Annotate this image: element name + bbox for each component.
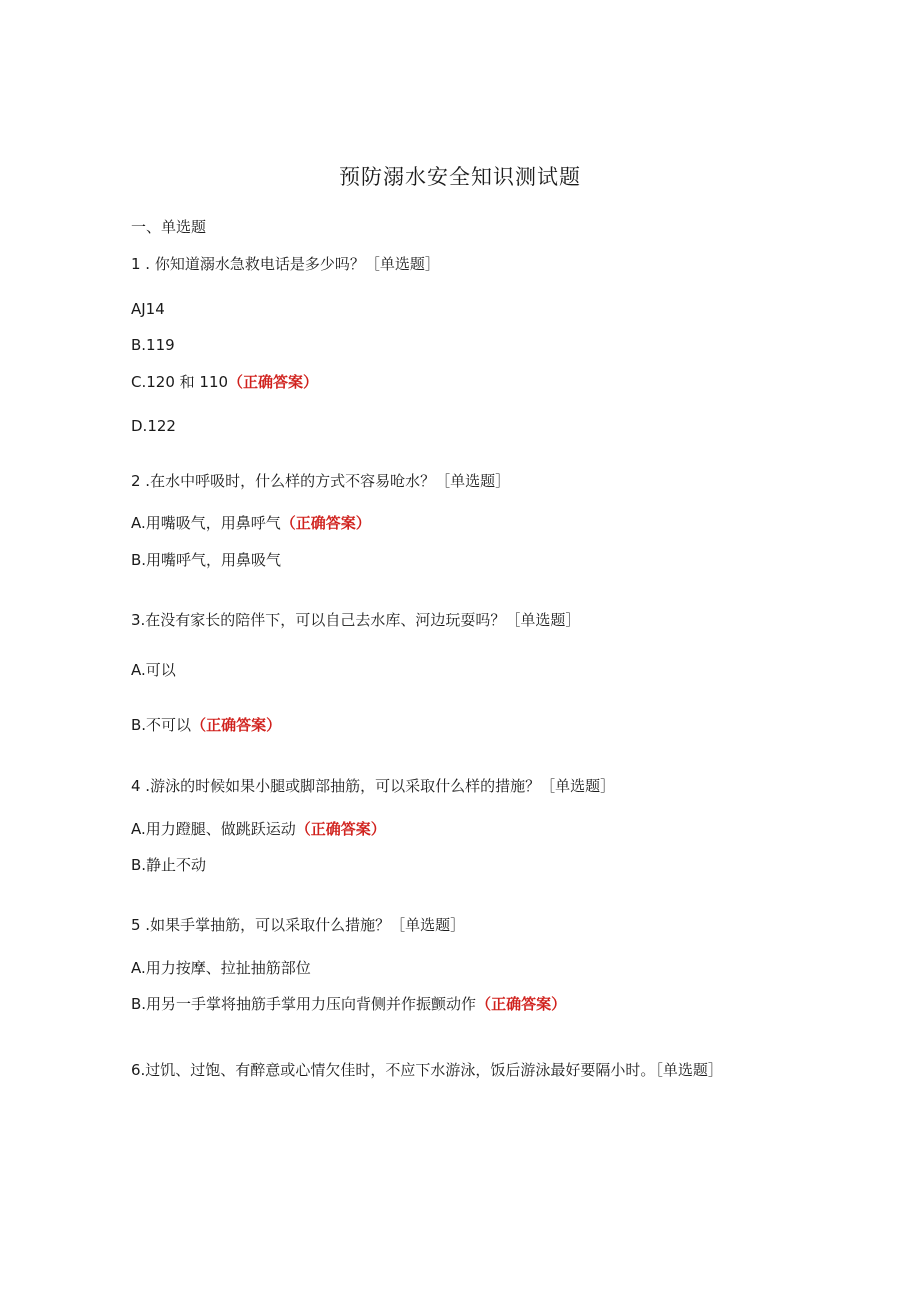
correct-answer-badge: （正确答案） [280, 514, 371, 532]
option-1a [131, 299, 165, 319]
option-text: B.119 [131, 336, 175, 354]
option-text: C.120 和 110 [131, 373, 229, 391]
option-text: B.用嘴呼气，用鼻吸气 [131, 551, 282, 569]
option-text: B.用另一手掌将抽筋手掌用力压向背侧并作振颤动作 [131, 995, 477, 1013]
option-1c [131, 372, 318, 392]
question-5: 5 .如果手掌抽筋，可以采取什么措施？［单选题］ [131, 916, 466, 934]
question-1: 1 . 你知道溺水急救电话是多少吗？［单选题］ [131, 255, 440, 273]
question-2: 2 .在水中呼吸时，什么样的方式不容易呛水？［单选题］ [131, 472, 511, 490]
option-text: D.122 [131, 417, 176, 435]
question-4: 4 .游泳的时候如果小腿或脚部抽筋，可以采取什么样的措施？［单选题］ [131, 777, 616, 795]
option-2b [131, 550, 281, 570]
option-text: A.用力蹬腿、做跳跃运动 [131, 820, 296, 838]
option-text: B.不可以 [131, 716, 192, 734]
option-4a [131, 819, 386, 839]
page-title: 预防溺水安全知识测试题 [339, 165, 581, 189]
option-4b [131, 855, 206, 875]
question-6: 6.过饥、过饱、有醉意或心情欠佳时，不应下水游泳，饭后游泳最好要隔小时。［单选题］ [131, 1061, 723, 1079]
question-3: 3.在没有家长的陪伴下，可以自己去水库、河边玩耍吗？［单选题］ [131, 611, 581, 629]
option-text: AJ14 [131, 300, 165, 318]
option-text: B.静止不动 [131, 856, 207, 874]
option-1d [131, 416, 176, 436]
option-text: A.用力按摩、拉扯抽筋部位 [131, 959, 311, 977]
option-3a [131, 660, 176, 680]
option-5a [131, 958, 311, 978]
option-2a [131, 513, 371, 533]
correct-answer-badge: （正确答案） [228, 373, 319, 391]
correct-answer-badge: （正确答案） [191, 716, 282, 734]
correct-answer-badge: （正确答案） [476, 995, 567, 1013]
section-heading: 一、单选题 [131, 218, 207, 236]
correct-answer-badge: （正确答案） [295, 820, 386, 838]
option-5b [131, 994, 566, 1014]
option-text: A.用嘴吸气，用鼻呼气 [131, 514, 281, 532]
option-text: A.可以 [131, 661, 176, 679]
option-1b [131, 335, 175, 355]
option-3b [131, 715, 281, 735]
